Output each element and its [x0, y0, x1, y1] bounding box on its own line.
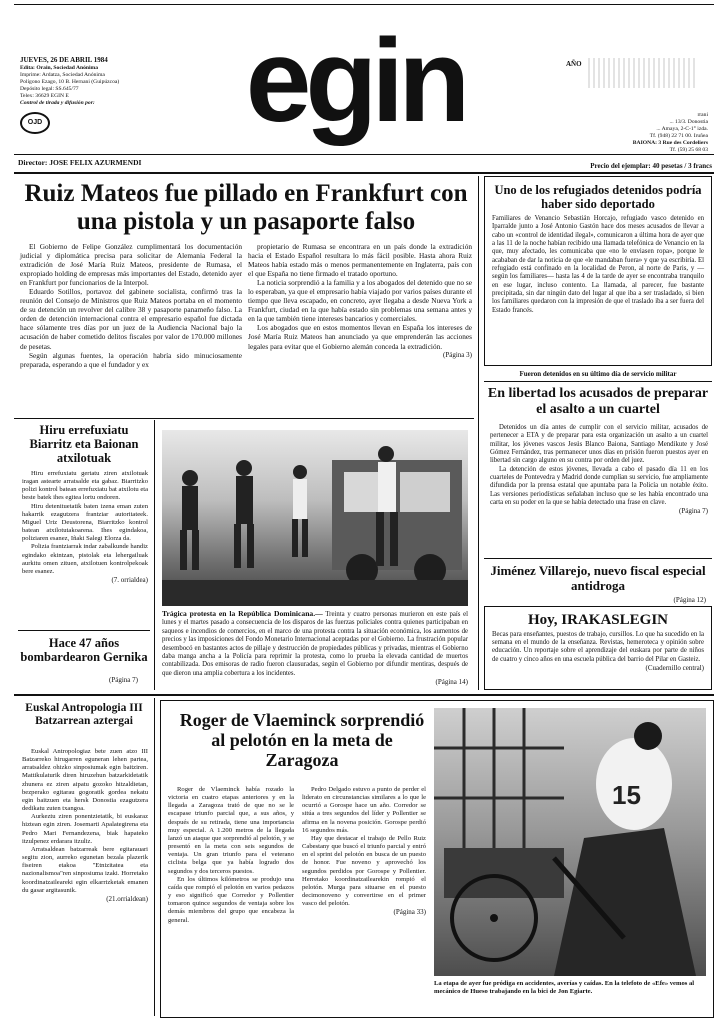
address-line: Tf. (948) 22 71 00. Iruñea	[649, 133, 708, 139]
antropologia-page-ref: (21.orrialdean)	[106, 894, 148, 903]
section-rule	[18, 630, 150, 631]
section-rule	[484, 558, 712, 559]
irakaslegin-headline: Hoy, IRAKASLEGIN	[527, 612, 669, 628]
irakaslegin-page-ref: (Cuadernillo central)	[645, 663, 704, 672]
vlaeminck-paragraph: Roger de Vlaeminck había rozado la victoria en cuatro etapas anteriores y en la llegada a Zaragoza trató de que no se le escapase triunfo parcial que, a sus años, y después de su retirada, tiene una importancia muy especial. A 1.200 metros de la llegada lanzó un ataque que sorprendió al pelotón, y se presentó en la meta con seis segundos de ventaja. Un gran triunfo para el veterano ciclista belga que ya había logrado dos segundos y dos terceros puestos.	[168, 786, 294, 875]
lead-page-ref: (Página 3)	[443, 350, 472, 359]
refugiados-box	[484, 176, 712, 366]
imprint-line: Imprime: Ardatza, Sociedad Anónima	[20, 72, 105, 78]
rider-number-graphic: 15	[612, 780, 641, 810]
price-line: Precio del ejemplar: 40 pesetas / 3 francs	[590, 162, 712, 170]
lead-paragraph: Eduardo Sotillos, portavoz del gabinete socialista, confirmó tras la reunión del Consejo de Ministros que Ruiz Mateos portaba en el momento de su detención un revolver del calibre 38 y pasaporte panameño falso. La orden de detención internacional contra el empresario español fue dictada hace sólamente tres días por un juez de la Audiencia Nacional bajo la acusación de haber cometido delitos fiscales por valor de 170.000 millones de pesetas.	[20, 287, 242, 351]
protest-scene-illustration	[162, 430, 468, 606]
antropologia-paragraph: Aurkeztu ziren ponentzietatik, bi euskaraz hiztean egin ziren. Josemarti Apalategirena eta Pedro Mari Fernandezena, biak hapateko itzulpenez erdarara itzuliz.	[22, 813, 148, 845]
vlaeminck-col-2	[302, 786, 426, 917]
dominicana-caption	[162, 610, 468, 687]
masthead-rule	[14, 154, 714, 155]
antropologia-headline: Euskal Antropologia III Batzarrean aztergai	[25, 702, 143, 727]
dominicana-caption-title: Trágica protesta en la República Dominicana.—	[162, 609, 323, 618]
asalto-page-ref: (Página 7)	[679, 507, 708, 516]
top-rule	[14, 4, 714, 5]
imprint-line: Control de tirada y difusión por:	[20, 100, 95, 106]
issue-date: JUEVES, 26 DE ABRIL 1984	[20, 56, 108, 64]
hiru-body	[22, 470, 148, 584]
addresses-block	[590, 112, 708, 154]
vlaeminck-paragraph: Pedro Delgado estuvo a punto de perder el liderato en circunstancias similares a lo que le ocurrió a Gorospe hace un año. Corredor se sitúa a tres segundos del líder y Pollentier se afirma en la novena posición. Gorospe perdió 16 segundos más.	[302, 786, 426, 834]
lead-paragraph: La noticia sorprendió a la familia y a los abogados del detenido que no se lo esperaban, ya que el empresario había viajado por varios países durante el tiempo que lleva escapado, en concreto, ayer llegaba a desde Nueva York a Frankfurt, ciudad en la que había estado sin problemas una semana antes y en la que también tiene intereses bancarios y comerciales.	[248, 278, 472, 324]
gernika-headline: Hace 47 años bombardearon Gernika	[20, 636, 148, 664]
vlaeminck-paragraph: Hay que destacar el trabajo de Pello Ruiz Cabestany que buscó el triunfo parcial y entró en el sprint del pelotón en busca de un puesto de honor. Fue noveno y aprovechó los segundos perdidos por Gorospe y Pollentier. Herretako koordinatzailearekin rompió el pelotón. Murga para situarse en el puesto decimonoveno y convertirse en el primer vasco del pelotón.	[302, 834, 426, 908]
irakaslegin-box	[484, 606, 712, 690]
asalto-body	[490, 424, 708, 516]
masthead-smudge	[588, 58, 696, 88]
gernika-page-ref: (Página 7)	[109, 676, 138, 684]
lead-paragraph: El Gobierno de Felipe González cumplimentará los documentación judicial y diplomática precisa para solicitar de Alemania Federal la extradición de José María Ruiz Mateos, presidente de Rumasa, el expropiado holding de empresas más importantes del Estado, detenido ayer en Frankfurt por funcionarios de la Interpol.	[20, 242, 242, 288]
hiru-paragraph: Polizia frantziarrak indar zabalkunde handiz egindako ekintzan, pistolak eta lehergailuak aurkitu omen zituen, atxilotuen kontrolpekoak bere esanez.	[22, 543, 148, 575]
hiru-headline: Hiru errefuxiatu Biarritz eta Baionan atxilotuak	[29, 423, 139, 465]
asalto-kicker: Fueron detenidos en su último día de servicio militar	[519, 370, 677, 378]
imprint-line: Telex: 36629 EGIN E	[20, 93, 69, 99]
lead-paragraph: Los abogados que en estos momentos llevan en España los intereses de José María Ruiz Mateos han anunciado ya que emprenderán las acciones legales para evitar que el Gobierno alemán conceda la extradición.	[248, 323, 472, 351]
lead-headline: Ruiz Mateos fue pillado en Frankfurt con una pistola y un pasaporte falso	[24, 180, 468, 235]
vlaeminck-headline: Roger de Vlaeminck sorprendió al pelotón en la meta de Zaragoza	[179, 710, 425, 770]
lead-paragraph: Según algunas fuentes, la operación habría sido minuciosamente preparada, esperando a que el fundador y ex	[20, 350, 242, 369]
masthead-logo: egin	[245, 15, 465, 147]
column-rule	[154, 698, 155, 1016]
ojd-logo	[20, 112, 50, 134]
hiru-paragraph: Hiru errefuxiatu gertatu ziren atxilotuak iragan asteartе arratsalde eta gabaz. Biarritzko polizi kontrol batean errefuxiatu bat atxilotu eta beste batek ihes egitea lortu ondoren.	[22, 470, 148, 502]
address-line: ... Amaya, 2-C-1° izda.	[656, 126, 708, 132]
masthead-rule-thick	[14, 172, 714, 174]
address-line: BAIONA: 3 Rue des Cordeliers	[632, 140, 708, 146]
lead-col-1	[20, 242, 242, 369]
address-line: Tf. (59) 25 68 03	[669, 147, 708, 153]
bottom-section-rule	[14, 694, 714, 696]
antropologia-body	[22, 748, 148, 903]
refugiados-headline: Uno de los refugiados detenidos podría haber sido deportado	[494, 183, 702, 211]
asalto-paragraph: Detenidos un día antes de cumplir con el servicio militar, acusados de pertenecer a ETA y de preparar para esta organización un asalto a un cuartel militar, los jóvenes vascos Jesús Blanco Baiona, Santiago Mendikute y José Gómez Fernández, tras permanecer unos días en prisión fueron puestos ayer en libertad sin cargo alguno en su contra por orden del juez.	[490, 424, 708, 465]
masthead-year-label: AÑO	[566, 60, 582, 68]
kicker-rule	[484, 381, 712, 382]
asalto-paragraph: La detención de estos jóvenes, llevada a cabo el pasado día 11 en los cuarteles de Pontevedra y Madrid donde cumplían su servicio, fue ampliamente difundida por la prensa estatal que apuntaba para la Policía un notable éxito. Las versiones periodísticas señalaban incluso que se les había encontrado una carta en su poder en la que se había detectado una frase en clave.	[490, 465, 708, 507]
vlaeminck-col-1	[168, 786, 294, 925]
cyclist-mechanic-illustration	[434, 708, 706, 976]
hiru-paragraph: Hiru detenituetatik baten izena eman zuten hakarrik ezagutzera frantziar autoritateek. Miguel Uriz Deustorena, Biarritzko kontrol batean atxilotutakoarena. Ihes egindakoa, poliziaren esanez, Iñaki Salegi Elorza da.	[22, 502, 148, 543]
address-line: ... 13/3. Donostia	[669, 119, 708, 125]
lead-paragraph: propietario de Rumasa se encontrara en un país donde la extradición hacia el Estado Español resultara lo más fácil posible. Hasta ahora Ruiz Mateos había estado más o menos permanentemente en Inglaterra, país con el que España no tiene firmado el tratado oportuno.	[248, 242, 472, 279]
villarejo-headline: Jiménez Villarejo, nuevo fiscal especial antidroga	[490, 563, 706, 593]
asalto-headline: En libertad los acusados de preparar el asalto a un cuartel	[487, 386, 709, 417]
imprint-line: Edita: Orain, Sociedad Anónima	[20, 65, 99, 71]
hiru-page-ref: (7. orrialdea)	[111, 576, 148, 585]
vlaeminck-paragraph: En los últimos kilómetros se produjo una caída que rompió el pelotón en varios pedazos y eso significó que Corredor y Pollentier tomaron quince segundos de ventaja sobre los demás miembros del grupo que encabeza la general.	[168, 875, 294, 924]
dominicana-photo	[162, 430, 468, 606]
ojd-label: OJD	[27, 119, 43, 126]
antropologia-paragraph: Euskal Antropologiaz bete zuen atzo III Batzarreko hirugarren eguneran lehen partea, arratsaldez ohizko sinposiumak egin baitziren. Mattikulaturik diren hiruzehun batzarkidetatik zhunera ez ziren aipatu gozoko hitzaldietan, bezperako egitarau gogoratik gordea nekatu egin baitzuen eta hersk Donostia ezagutzera dedikatu zuten txangoa.	[22, 748, 148, 813]
cycling-photo	[434, 708, 706, 976]
address-line: rrani	[697, 112, 708, 118]
dominicana-page-ref: (Página 14)	[435, 678, 468, 687]
dominicana-caption-text: Treinta y cuatro personas murieron en este país el lunes y el martes pasado a consecuencia de los disparos de las fuerzas policiales contra quienes participaban en saqueos e incendios de comercios, en el marco de una protesta contra la situación económica, los aumentos de precios y las imposiciones del Fondo Monetario Internacional aceptadas por el Gobierno. La frustración popular desembocó en bastantes actos de pillaje y destrucción de propiedades públicas y privadas, mientras el Gobierno daba manga ancha a la Policía para reprimir la protesta, como lo prueba la elevada cantidad de muertos contabilizada. Dos emisoras de radio fueron clausuradas, según el Gobierno por difundir mentiras, después de que dieron una amplia cobertura a los incidentes.	[162, 611, 468, 677]
lead-col-2	[248, 242, 472, 360]
vlaeminck-page-ref: (Página 33)	[393, 908, 426, 917]
villarejo-page-ref: (Página 12)	[673, 596, 706, 604]
antropologia-paragraph: Arratsaldean batzarreak bere egitarauari segitu zion, aurreko egunetan bezala plazerik fiseiren etakoa "Etnizitatea eta nazionalismoa"ren sinposiuma izaki. Horretako koordinatzaileareki egin elkarrizketak emanen du gasar argitasunik.	[22, 845, 148, 894]
column-rule	[154, 420, 155, 690]
column-rule	[478, 176, 479, 690]
cycling-caption: La etapa de ayer fue pródiga en accidentes, averías y caídas. En la telefoto de «Efe» vemos al mecánico de Hueso trabajando en la bici de Jon Egiarte.	[434, 980, 695, 995]
section-rule	[14, 418, 474, 419]
imprint-block	[20, 56, 180, 134]
irakaslegin-body: Becas para enseñantes, puestos de trabajo, cursillos. Lo que ha sucedido en la semana en el mundo de la enseñanza. Revistas, hemeroteca y opinión sobre educación. Un reportaje sobre el aprendizaje del euskara por parte de niños de cuatro y cinco años en una escuela pública del barrio del Pilar en Gasteiz.	[492, 631, 704, 663]
refugiados-body: Familiares de Venancio Sebastián Horcajo, refugiado vasco detenido en Iparralde junto a José Antonio Gastón hace dos meses acusados de llevar a cabo un «control de identidad ilegal», comunicaron a última hora de ayer que a las 11 de la noche habían recibido una llamada telefónica de Venancio en la que, muy afectado, les comunicaba que «no le enviasen ropa», porque le acababan de dar la noticia de que «le mandaban fuera» y que ya escribiría. El refugiado está confinado en la localidad de Peron, al norte de Paris, y —según los familiares— hasta las 4 de la tarde de ayer se encontraba tranquilo en ese lugar, incluso contento. La llamada, al parecer, fue bastante precipitada, sin dar ningún dato del lugar al que iba a ser trasladado, si bien los familiares quedaron con la impresión de que el traslado iba a ser fuera del Estado francés.	[492, 215, 704, 314]
imprint-line: Polígono Ezago, 10 B. Hernani (Guipúzcoa)	[20, 79, 120, 85]
imprint-line: Depósito legal: SS.645/77	[20, 86, 79, 92]
director-line: Director: JOSE FELIX AZURMENDI	[18, 158, 142, 167]
